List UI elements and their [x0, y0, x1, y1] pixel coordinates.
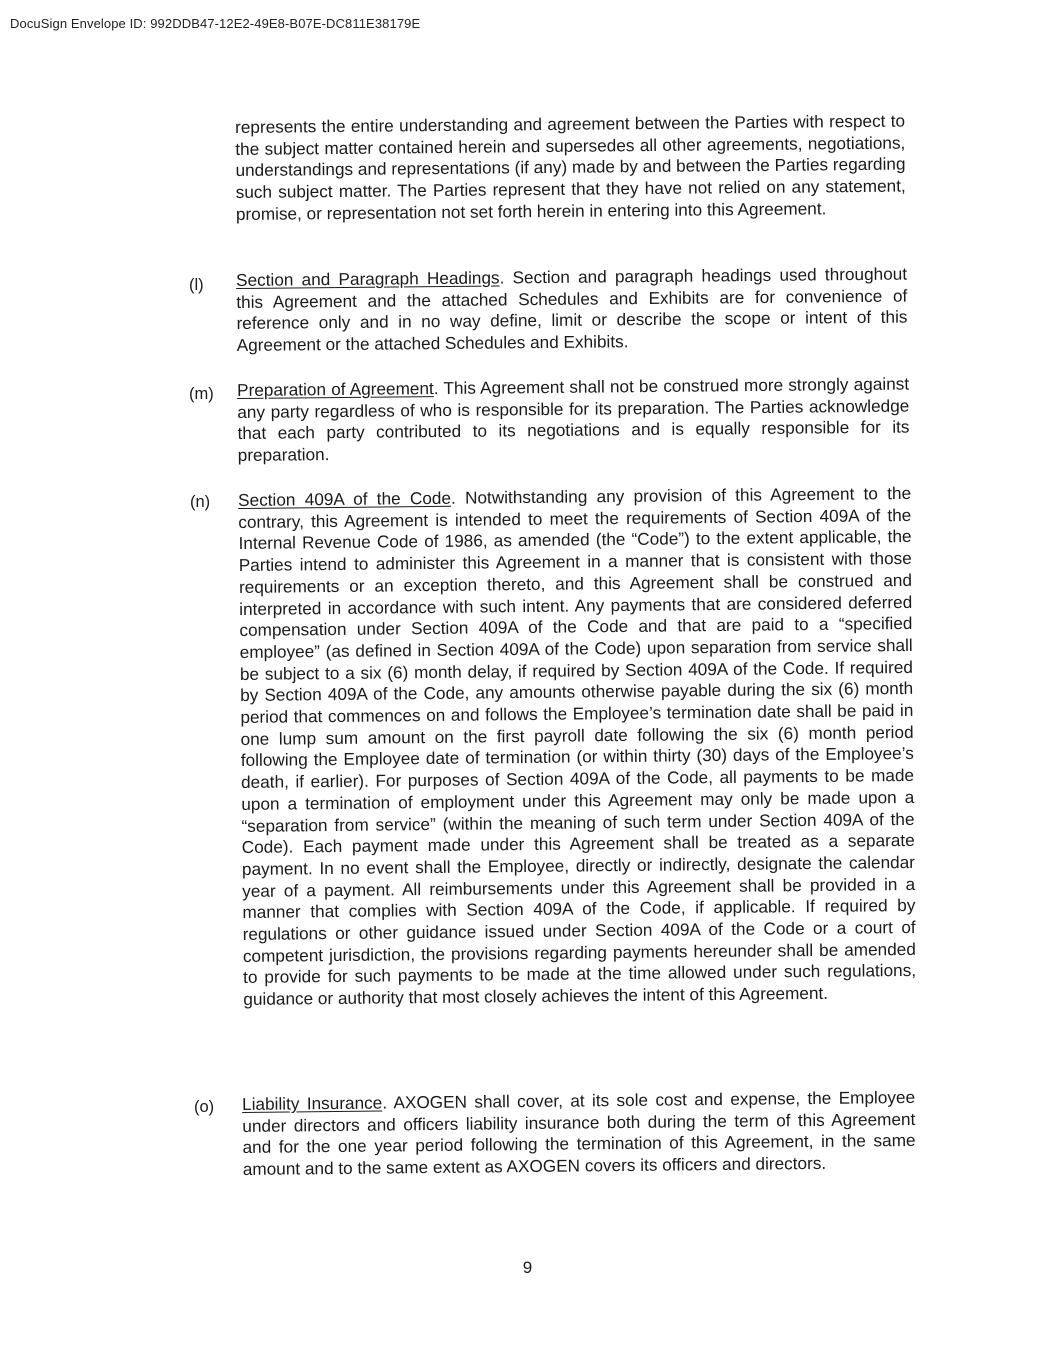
- section-label-n: (n): [190, 493, 211, 511]
- section-paragraph-headings: [236, 264, 908, 357]
- section-body: . Notwithstanding any provision of this Agreement to the contrary, this Agreement is intended to meet the requirements of Section 409A of the Internal Revenue Code of 1986, as amended (the “Code”) to the extent applicable, the Parties intend to administer this Agreement in a manner that is consistent with those requirements or an exception thereto, and this Agreement shall be construed and interpreted in accordance with such intent. Any payments that are considered deferred compensation under Section 409A of the Code and that are paid to a “specified employee” (as defined in Section 409A of the Code) upon separation from service shall be subject to a six (6) month delay, if required by Section 409A of the Code. If required by Section 409A of the Code, any amounts otherwise payable during the six (6) month period that commences on and follows the Employee’s termination date shall be paid in one lump sum amount on the first payroll date following the six (6) month period following the Employee date of termination (or within thirty (30) days of the Employee’s death, if earlier). For purposes of Section 409A of the Code, all payments to be made upon a termination of employment under this Agreement may only be made upon a “separation from service” (within the meaning of such term under Section 409A of the Code). Each payment made under this Agreement shall be treated as a separate payment. In no event shall the Employee, directly or indirectly, designate the calendar year of a payment. All reimbursements under this Agreement shall be provided in a manner that complies with Section 409A of the Code, if applicable. If required by regulations or other guidance issued under Section 409A of the Code or a court of competent jurisdiction, the provisions regarding payments hereunder shall be amended to provide for such payments to be made at the time allowed under such regulations, guidance or authority that most closely achieves the intent of this Agreement.: [238, 482, 917, 1010]
- intro-paragraph: represents the entire understanding and agreement between the Parties with respect to the subject matter contained herein and supersedes all other agreements, negotiations, understandings and representations (if any) made by and between the Parties regarding such subject matter. The Parties represent that they have not relied on any statement, promise, or representation not set forth herein in entering into this Agreement.: [235, 110, 906, 224]
- section-heading: Section 409A of the Code: [238, 487, 452, 510]
- section-body: . AXOGEN shall cover, at its sole cost and expense, the Employee under directors and officers liability insurance both during the term of this Agreement and for the one year period following the termination of this Agreement, in the same amount and to the same extent as AXOGEN covers its officers and directors.: [242, 1086, 916, 1180]
- section-body: . Section and paragraph headings used throughout this Agreement and the attached Schedules and Exhibits are for convenience of reference only and in no way define, limit or describe the scope or intent of this Agreement or the attached Schedules and Exhibits.: [236, 263, 908, 356]
- section-preparation-of-agreement: [237, 374, 910, 467]
- section-label-o: (o): [194, 1098, 215, 1116]
- docusign-envelope-id: DocuSign Envelope ID: 992DDB47-12E2-49E8-B07E-DC811E38179E: [10, 16, 421, 31]
- section-body: . This Agreement shall not be construed more strongly against any party regardless of who is responsible for its preparation. The Parties acknowledge that each party contributed to its negotiations and is equally responsible for its preparation.: [237, 373, 910, 466]
- section-label-m: (m): [189, 385, 214, 403]
- section-heading: Preparation of Agreement: [237, 378, 434, 400]
- page-number: 9: [522, 1258, 533, 1277]
- section-heading: Section and Paragraph Headings: [236, 267, 500, 290]
- section-label-l: (l): [189, 276, 204, 294]
- section-heading: Liability Insurance: [242, 1092, 383, 1114]
- section-liability-insurance: [242, 1087, 916, 1181]
- section-409a: [238, 483, 916, 1011]
